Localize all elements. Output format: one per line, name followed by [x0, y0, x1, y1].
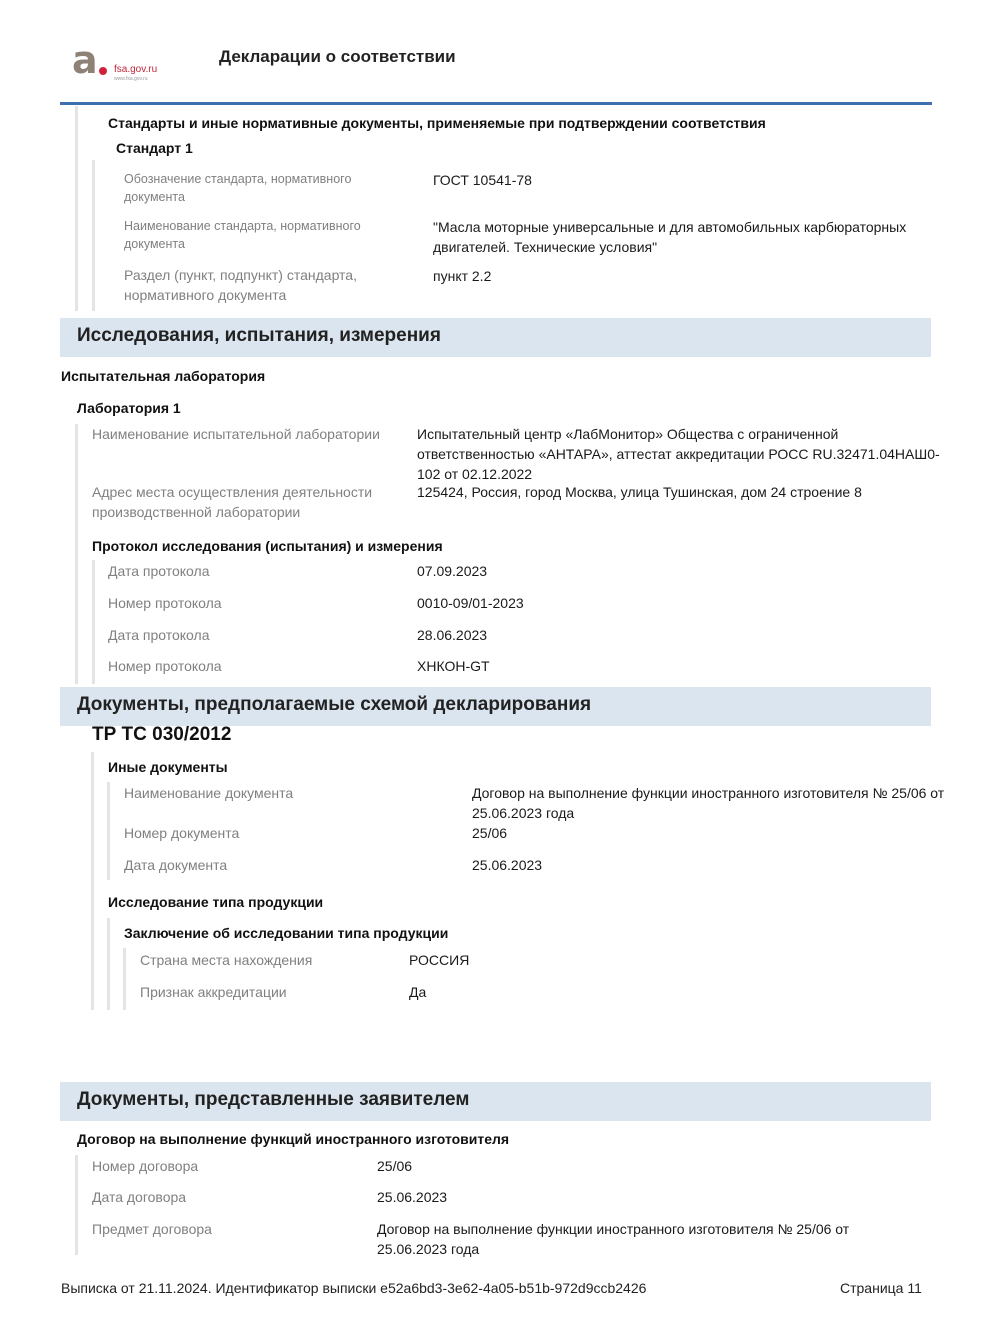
protocol-value: 28.06.2023 — [417, 627, 488, 643]
fsa-logo — [72, 38, 182, 84]
standard-label: Раздел (пункт, подпункт) стандарта, нормативного документа — [124, 267, 357, 303]
protocol-value: 0010-09/01-2023 — [417, 595, 524, 611]
logo-dot — [99, 67, 107, 75]
standard-label: Обозначение стандарта, нормативного документа — [124, 172, 352, 204]
protocol-label: Дата протокола — [108, 563, 210, 579]
footer-page-number: Страница 11 — [840, 1280, 922, 1296]
doc-label: Наименование документа — [124, 785, 294, 801]
lab-value: Испытательный центр «ЛабМонитор» Общества с ограниченной ответственностью «АНТАРА», аттестат аккредитации РОСС RU.32471.04НАШ0-102 от 02.12.2022 — [417, 426, 940, 482]
lab-subheading: Лаборатория 1 — [77, 400, 181, 416]
standard-value: "Масла моторные универсальные и для автомобильных карбюраторных двигателей. Технические условия" — [433, 219, 907, 255]
contract-heading: Договор на выполнение функций иностранного изготовителя — [77, 1131, 510, 1147]
standard-1-heading: Стандарт 1 — [116, 140, 193, 156]
protocol-heading: Протокол исследования (испытания) и измерения — [92, 538, 443, 554]
indent-line — [75, 1155, 78, 1255]
other-docs-heading: Иные документы — [108, 759, 228, 775]
standard-value: пункт 2.2 — [433, 268, 492, 284]
indent-line — [75, 424, 78, 684]
protocol-label: Номер протокола — [108, 658, 222, 674]
lab-value: 125424, Россия, город Москва, улица Тушинская, дом 24 строение 8 — [417, 484, 862, 500]
logo-tagline: www.fsa.gov.ru — [114, 76, 148, 82]
type-study-heading: Исследование типа продукции — [108, 894, 324, 910]
protocol-value: ХНКОН-GT — [417, 658, 490, 674]
contract-value: 25/06 — [377, 1158, 413, 1174]
footer-extract-id: Выписка от 21.11.2024. Идентификатор выписки e52a6bd3-3e62-4a05-b51b-972d9ccb2426 — [61, 1280, 647, 1296]
indent-line — [92, 560, 95, 684]
indent-line — [92, 160, 95, 311]
header-divider — [60, 102, 932, 105]
contract-label: Дата договора — [92, 1189, 187, 1205]
standards-heading: Стандарты и иные нормативные документы, применяемые при подтверждении соответствия — [108, 115, 766, 131]
lab-label: Наименование испытательной лаборатории — [92, 426, 380, 442]
doc-value: 25/06 — [472, 825, 508, 841]
section-band — [60, 318, 931, 357]
conclusion-value: РОССИЯ — [409, 952, 470, 968]
doc-value: 25.06.2023 — [472, 857, 543, 873]
section-band — [60, 687, 931, 726]
conclusion-value: Да — [409, 984, 427, 1000]
indent-line — [107, 918, 110, 1010]
scheme-section-title: Документы, предполагаемые схемой декларирования — [77, 694, 592, 715]
doc-value: Договор на выполнение функции иностранного изготовителя № 25/06 от 25.06.2023 года — [472, 785, 945, 821]
standard-label: Наименование стандарта, нормативного документа — [124, 219, 361, 251]
page-title: Декларации о соответствии — [219, 47, 456, 66]
lab-heading: Испытательная лаборатория — [61, 368, 266, 384]
doc-label: Дата документа — [124, 857, 228, 873]
contract-label: Номер договора — [92, 1158, 199, 1174]
research-section-title: Исследования, испытания, измерения — [77, 325, 441, 346]
protocol-value: 07.09.2023 — [417, 563, 488, 579]
conclusion-label: Страна места нахождения — [140, 952, 313, 968]
protocol-label: Номер протокола — [108, 595, 222, 611]
indent-line — [75, 106, 78, 311]
logo-site-text: fsa.gov.ru — [114, 64, 158, 75]
conclusion-label: Признак аккредитации — [140, 984, 287, 1000]
indent-line — [107, 782, 110, 880]
applicant-section-title: Документы, представленные заявителем — [77, 1089, 470, 1110]
indent-line — [91, 752, 94, 1010]
contract-label: Предмет договора — [92, 1221, 212, 1237]
regulation-title: ТР ТС 030/2012 — [92, 724, 232, 745]
conclusion-heading: Заключение об исследовании типа продукции — [124, 925, 449, 941]
protocol-label: Дата протокола — [108, 627, 210, 643]
logo-a-glyph: a — [72, 38, 98, 82]
section-band — [60, 1082, 931, 1121]
contract-value: 25.06.2023 — [377, 1189, 448, 1205]
doc-label: Номер документа — [124, 825, 240, 841]
standard-value: ГОСТ 10541-78 — [433, 172, 532, 188]
contract-value: Договор на выполнение функции иностранного изготовителя № 25/06 от 25.06.2023 года — [377, 1221, 850, 1257]
lab-label: Адрес места осуществления деятельности производственной лаборатории — [92, 484, 373, 520]
indent-line — [123, 948, 126, 1010]
